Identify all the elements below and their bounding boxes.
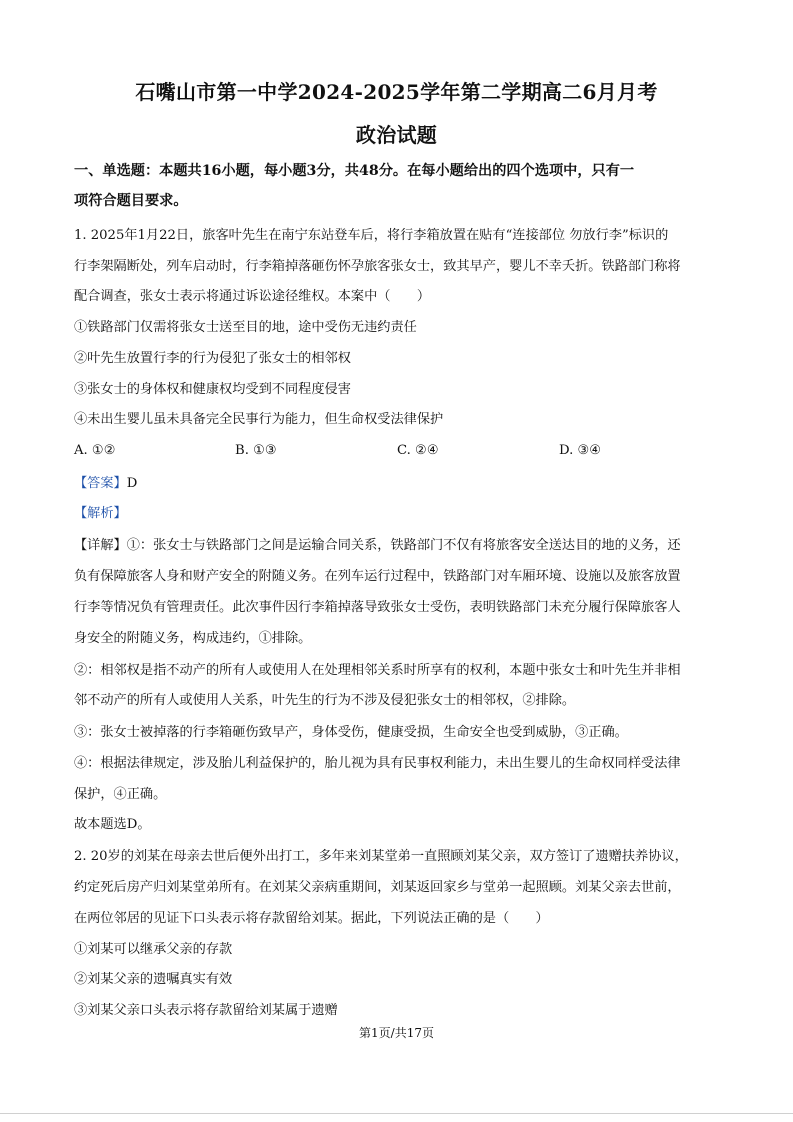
q1-detail-line-5: ②：相邻权是指不动产的所有人或使用人在处理相邻关系时所享有的权利，本题中张女士和叶先生并非相 xyxy=(74,663,681,678)
section-heading-line-2: 项符合题目要求。 xyxy=(74,193,188,209)
q1-conclusion: 故本题选D。 xyxy=(74,817,151,832)
q1-detail-line-6: 邻不动产的所有人或使用人关系，叶先生的行为不涉及侵犯张女士的相邻权，②排除。 xyxy=(74,693,576,708)
q2-stem-line-2: 约定死后房产归刘某堂弟所有。在刘某父亲病重期间，刘某返回家乡与堂弟一起照顾。刘某父亲去世前， xyxy=(74,880,681,895)
q1-option-a: A. ①② xyxy=(74,443,116,458)
analysis-label: 【解析】 xyxy=(74,506,127,521)
exam-title: 石嘴山市第一中学2024-2025学年第二学期高二6月月考 xyxy=(135,80,658,104)
section-heading-line-1: 一、单选题：本题共16小题，每小题3分，共48分。在每小题给出的四个选项中，只有一 xyxy=(74,163,635,179)
q1-detail-line-4: 身安全的附随义务，构成违约，①排除。 xyxy=(74,631,312,646)
q1-detail-line-8: ④：根据法律规定，涉及胎儿利益保护的，胎儿视为具有民事权利能力，未出生婴儿的生命权同样受法律 xyxy=(74,756,681,771)
q1-statement-4: ④未出生婴儿虽未具备完全民事行为能力，但生命权受法律保护 xyxy=(74,412,444,427)
q2-stem-line-3: 在两位邻居的见证下口头表示将存款留给刘某。据此，下列说法正确的是（ ） xyxy=(74,911,549,926)
answer-value: D xyxy=(126,476,138,491)
q2-statement-1: ①刘某可以继承父亲的存款 xyxy=(74,942,233,957)
q1-stem-line-1: 1. 2025年1月22日，旅客叶先生在南宁东站登车后，将行李箱放置在贴有“连接部位 勿放行李”标识的 xyxy=(74,228,669,243)
q1-detail-line-9: 保护，④正确。 xyxy=(74,787,167,802)
q1-detail-line-2: 负有保障旅客人身和财产安全的附随义务。在列车运行过程中，铁路部门对车厢环境、设施以及旅客放置 xyxy=(74,569,681,584)
q1-answer xyxy=(74,474,724,494)
exam-subject: 政治试题 xyxy=(355,123,438,147)
q2-statement-3: ③刘某父亲口头表示将存款留给刘某属于遗赠 xyxy=(74,1003,338,1018)
q1-statement-1: ①铁路部门仅需将张女士送至目的地，途中受伤无违约责任 xyxy=(74,320,417,335)
q1-statement-2: ②叶先生放置行李的行为侵犯了张女士的相邻权 xyxy=(74,351,351,366)
q1-option-b: B. ①③ xyxy=(235,443,277,458)
q1-stem-line-2: 行李架隔断处，列车启动时，行李箱掉落砸伤怀孕旅客张女士，致其早产，婴儿不幸夭折。铁路部门称将 xyxy=(74,259,681,274)
answer-label: 【答案】 xyxy=(74,476,127,491)
page-number: 第1页/共17页 xyxy=(359,1026,434,1040)
q1-detail-line-7: ③：张女士被掉落的行李箱砸伤致早产，身体受伤，健康受损，生命安全也受到威胁，③正确。 xyxy=(74,725,628,740)
q2-stem-line-1: 2. 20岁的刘某在母亲去世后便外出打工，多年来刘某堂弟一直照顾刘某父亲，双方签订了遗赠扶养协议， xyxy=(74,849,688,864)
q1-detail-line-3: 行李等情况负有管理责任。此次事件因行李箱掉落导致张女士受伤，表明铁路部门未充分履行保障旅客人 xyxy=(74,600,681,615)
q1-option-c: C. ②④ xyxy=(397,443,439,458)
page-bottom-divider xyxy=(0,1113,793,1114)
q1-stem-line-3: 配合调查，张女士表示将通过诉讼途径维权。本案中（ ） xyxy=(74,289,431,304)
q1-option-d: D. ③④ xyxy=(559,443,602,458)
q1-detail-line-1: 【详解】①：张女士与铁路部门之间是运输合同关系，铁路部门不仅有将旅客安全送达目的地的义务，还 xyxy=(74,538,681,553)
q2-statement-2: ②刘某父亲的遗嘱真实有效 xyxy=(74,972,233,987)
q1-statement-3: ③张女士的身体权和健康权均受到不同程度侵害 xyxy=(74,382,351,397)
